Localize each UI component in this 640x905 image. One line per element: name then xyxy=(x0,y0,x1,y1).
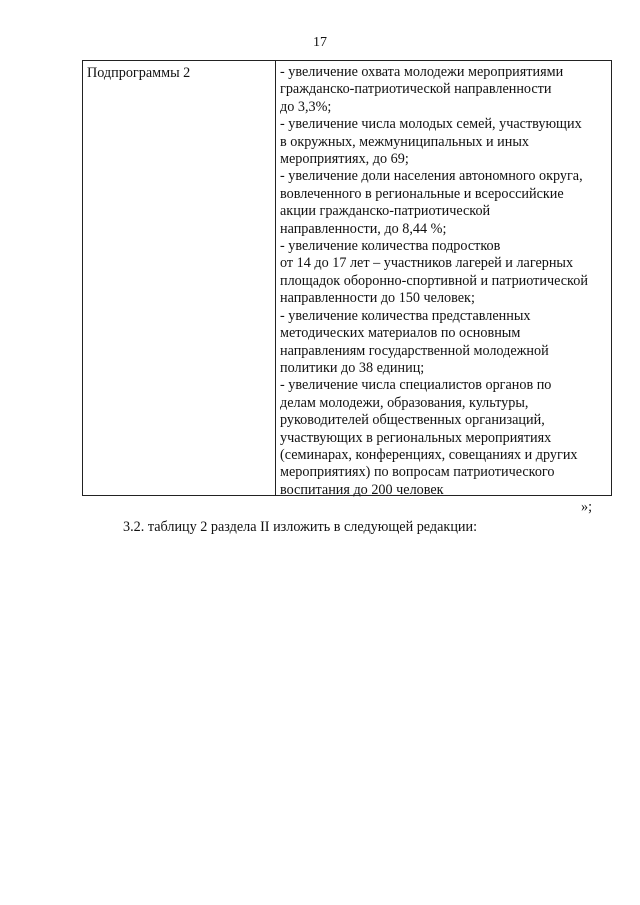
table-line: мероприятиях, до 69; xyxy=(280,151,409,168)
closing-quote-mark: »; xyxy=(581,499,593,515)
table-line: направлениям государственной молодежной xyxy=(280,342,549,359)
table-line: гражданско-патриотической направленности xyxy=(280,81,552,98)
body-paragraph: 3.2. таблицу 2 раздела II изложить в следующей редакции: xyxy=(123,519,478,535)
table-line: методических материалов по основным xyxy=(280,325,521,342)
table-line: направленности, до 8,44 %; xyxy=(280,220,447,237)
page-number: 17 xyxy=(313,35,327,50)
table-line: площадок оборонно-спортивной и патриотической xyxy=(280,272,588,289)
table-line: - увеличение числа молодых семей, участвующих xyxy=(280,116,582,133)
table-line: (семинарах, конференциях, совещаниях и других xyxy=(280,446,578,463)
table-value-cell xyxy=(276,61,611,498)
table-line: - увеличение доли населения автономного округа, xyxy=(280,168,583,185)
table-line: мероприятиях) по вопросам патриотического xyxy=(280,464,555,481)
table-line: - увеличение охвата молодежи мероприятиями xyxy=(280,64,564,80)
table-line: - увеличение количества представленных xyxy=(280,307,531,324)
table-line: руководителей общественных организаций, xyxy=(280,412,545,429)
table-line: в окружных, межмуниципальных и иных xyxy=(280,133,529,150)
table-line: политики до 38 единиц; xyxy=(280,359,425,376)
table-line: участвующих в региональных мероприятиях xyxy=(280,429,552,446)
table-line: вовлеченного в региональные и всероссийские xyxy=(280,185,564,202)
table-line: от 14 до 17 лет – участников лагерей и лагерных xyxy=(280,255,574,272)
table-line: - увеличение числа специалистов органов по xyxy=(280,377,552,394)
table-line: до 3,3%; xyxy=(280,98,332,115)
table-line: воспитания до 200 человек xyxy=(280,481,444,498)
table-line: - увеличение количества подростков xyxy=(280,238,501,255)
indicators-table xyxy=(82,60,612,496)
table-line: акции гражданско-патриотической xyxy=(280,203,491,220)
subprogram-label: Подпрограммы 2 xyxy=(87,65,191,81)
table-line: направленности до 150 человек; xyxy=(280,290,475,307)
table-line: делам молодежи, образования, культуры, xyxy=(280,394,529,411)
table-label-cell xyxy=(83,61,276,495)
